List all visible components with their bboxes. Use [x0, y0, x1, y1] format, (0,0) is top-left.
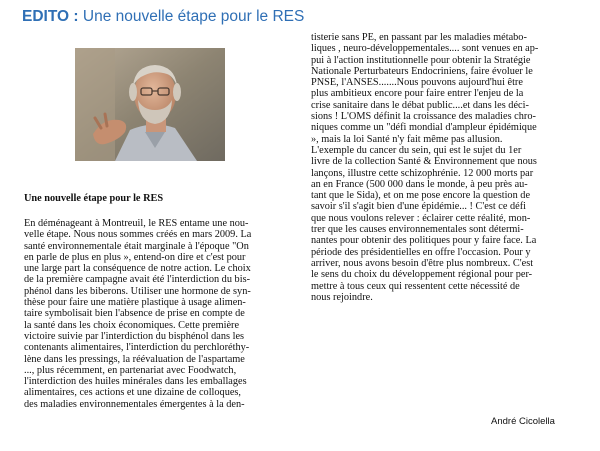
- article-line: alimentaires, ces actions et une dizaine de colloques,: [24, 387, 242, 399]
- article-column-right: [311, 32, 538, 303]
- article-line: l'interdiction des huiles minérales dans les emballages: [24, 376, 247, 388]
- article-line: », mais la loi Santé n'y fait même pas allusion.: [311, 133, 503, 145]
- article-line: en parle de plus en plus », entend-on dire et c'est pour: [24, 251, 246, 263]
- article-line: plus ambitieux encore pour faire entrer l'enjeu de la: [311, 88, 524, 100]
- edito-title: Une nouvelle étape pour le RES: [82, 8, 305, 25]
- article-line: sions ! L'OMS définit la croissance des maladies chro-: [311, 111, 536, 123]
- article-line: trer que les causes environnementales sont détermi-: [311, 224, 524, 236]
- article-line: En déménageant à Montreuil, le RES entame une nou-: [24, 218, 249, 229]
- article-line: thèse pour faire une matière plastique à usage alimen-: [24, 297, 246, 309]
- article-line: pui à l'action institutionnelle pour obtenir la Stratégie: [311, 54, 531, 66]
- article-line: tisterie sans PE, en passant par les maladies métabo-: [311, 32, 527, 43]
- article-line: velle étape. Nous nous sommes créés en mars 2009. La: [24, 229, 252, 241]
- article-line: période des présidentielles en offre l'occasion. Pour y: [311, 246, 531, 258]
- article-line: de la première campagne avait été l'interdiction du bis-: [24, 274, 251, 286]
- article-line: savoir s'il s'agit bien d'une épidémie... ! C'est ce défi: [311, 201, 527, 213]
- article-line: taire symbolisait bien l'absence de prise en compte de: [24, 308, 245, 320]
- article-line: victoire suivie par l'interdiction du bisphénol dans les: [24, 330, 245, 342]
- article-line: une large part la conséquence de notre action. Le choix: [24, 263, 251, 275]
- article-line: lançons, illustre cette schizophrénie. 12 000 morts par: [311, 167, 534, 179]
- article-line: la santé dans les choix économiques. Cette première: [24, 319, 240, 331]
- article-line: crise sanitaire dans le débat public....et dans les déci-: [311, 99, 529, 111]
- article-line: des maladies environnementales émergentes à la den-: [24, 398, 245, 410]
- edito-header: [22, 8, 304, 26]
- article-line: liques , neuro-développementales.... sont venues en ap-: [311, 43, 539, 55]
- author-signature: André Cicolella: [491, 416, 555, 427]
- article-column-left: [24, 218, 251, 410]
- edito-label: EDITO :: [22, 8, 79, 25]
- article-line: nous rejoindre.: [311, 291, 373, 303]
- article-line: phénol dans les biberons. Utiliser une hormone de syn-: [24, 285, 251, 297]
- article-line: tant que le Sida), et on me pose encore la question de: [311, 190, 531, 202]
- article-line: niques comme un "défi mondial d'ampleur épidémique: [311, 122, 537, 134]
- article-line: mettre à tous ceux qui ressentent cette nécessité de: [311, 280, 520, 292]
- article-line: PNSE, l'ANSES.......Nous pouvons aujourd'hui être: [311, 77, 523, 89]
- article-line: santé environnementale était marginale à l'époque "On: [24, 240, 249, 252]
- article-line: Nationale Perturbateurs Endocriniens, faire évoluer le: [311, 65, 533, 77]
- article-line: le sens du choix du développement régional pour per-: [311, 269, 533, 281]
- article-line: lène dans les pressings, la réévaluation de l'aspartame: [24, 353, 245, 365]
- article-line: contenants alimentaires, l'interdiction du perchloréthy-: [24, 342, 250, 354]
- article-line: nantes pour obtenir des politiques pour y faire face. La: [311, 235, 537, 247]
- article-line: L'exemple du cancer du sein, qui est le sujet du 1er: [311, 144, 522, 156]
- article-line: livre de la collection Santé & Environnement que nous: [311, 156, 537, 168]
- article-line: an en France (500 000 dans le monde, à peu près au-: [311, 178, 528, 190]
- article-line: ..., plus récemment, en partenariat avec Foodwatch,: [24, 364, 237, 376]
- article-line: que nous voulons relever : éclairer cette réalité, mon-: [311, 212, 531, 224]
- author-photo: [75, 48, 225, 161]
- article-line: arriver, nous avons besoin d'être plus nombreux. C'est: [311, 257, 534, 269]
- article-subtitle: Une nouvelle étape pour le RES: [24, 193, 164, 204]
